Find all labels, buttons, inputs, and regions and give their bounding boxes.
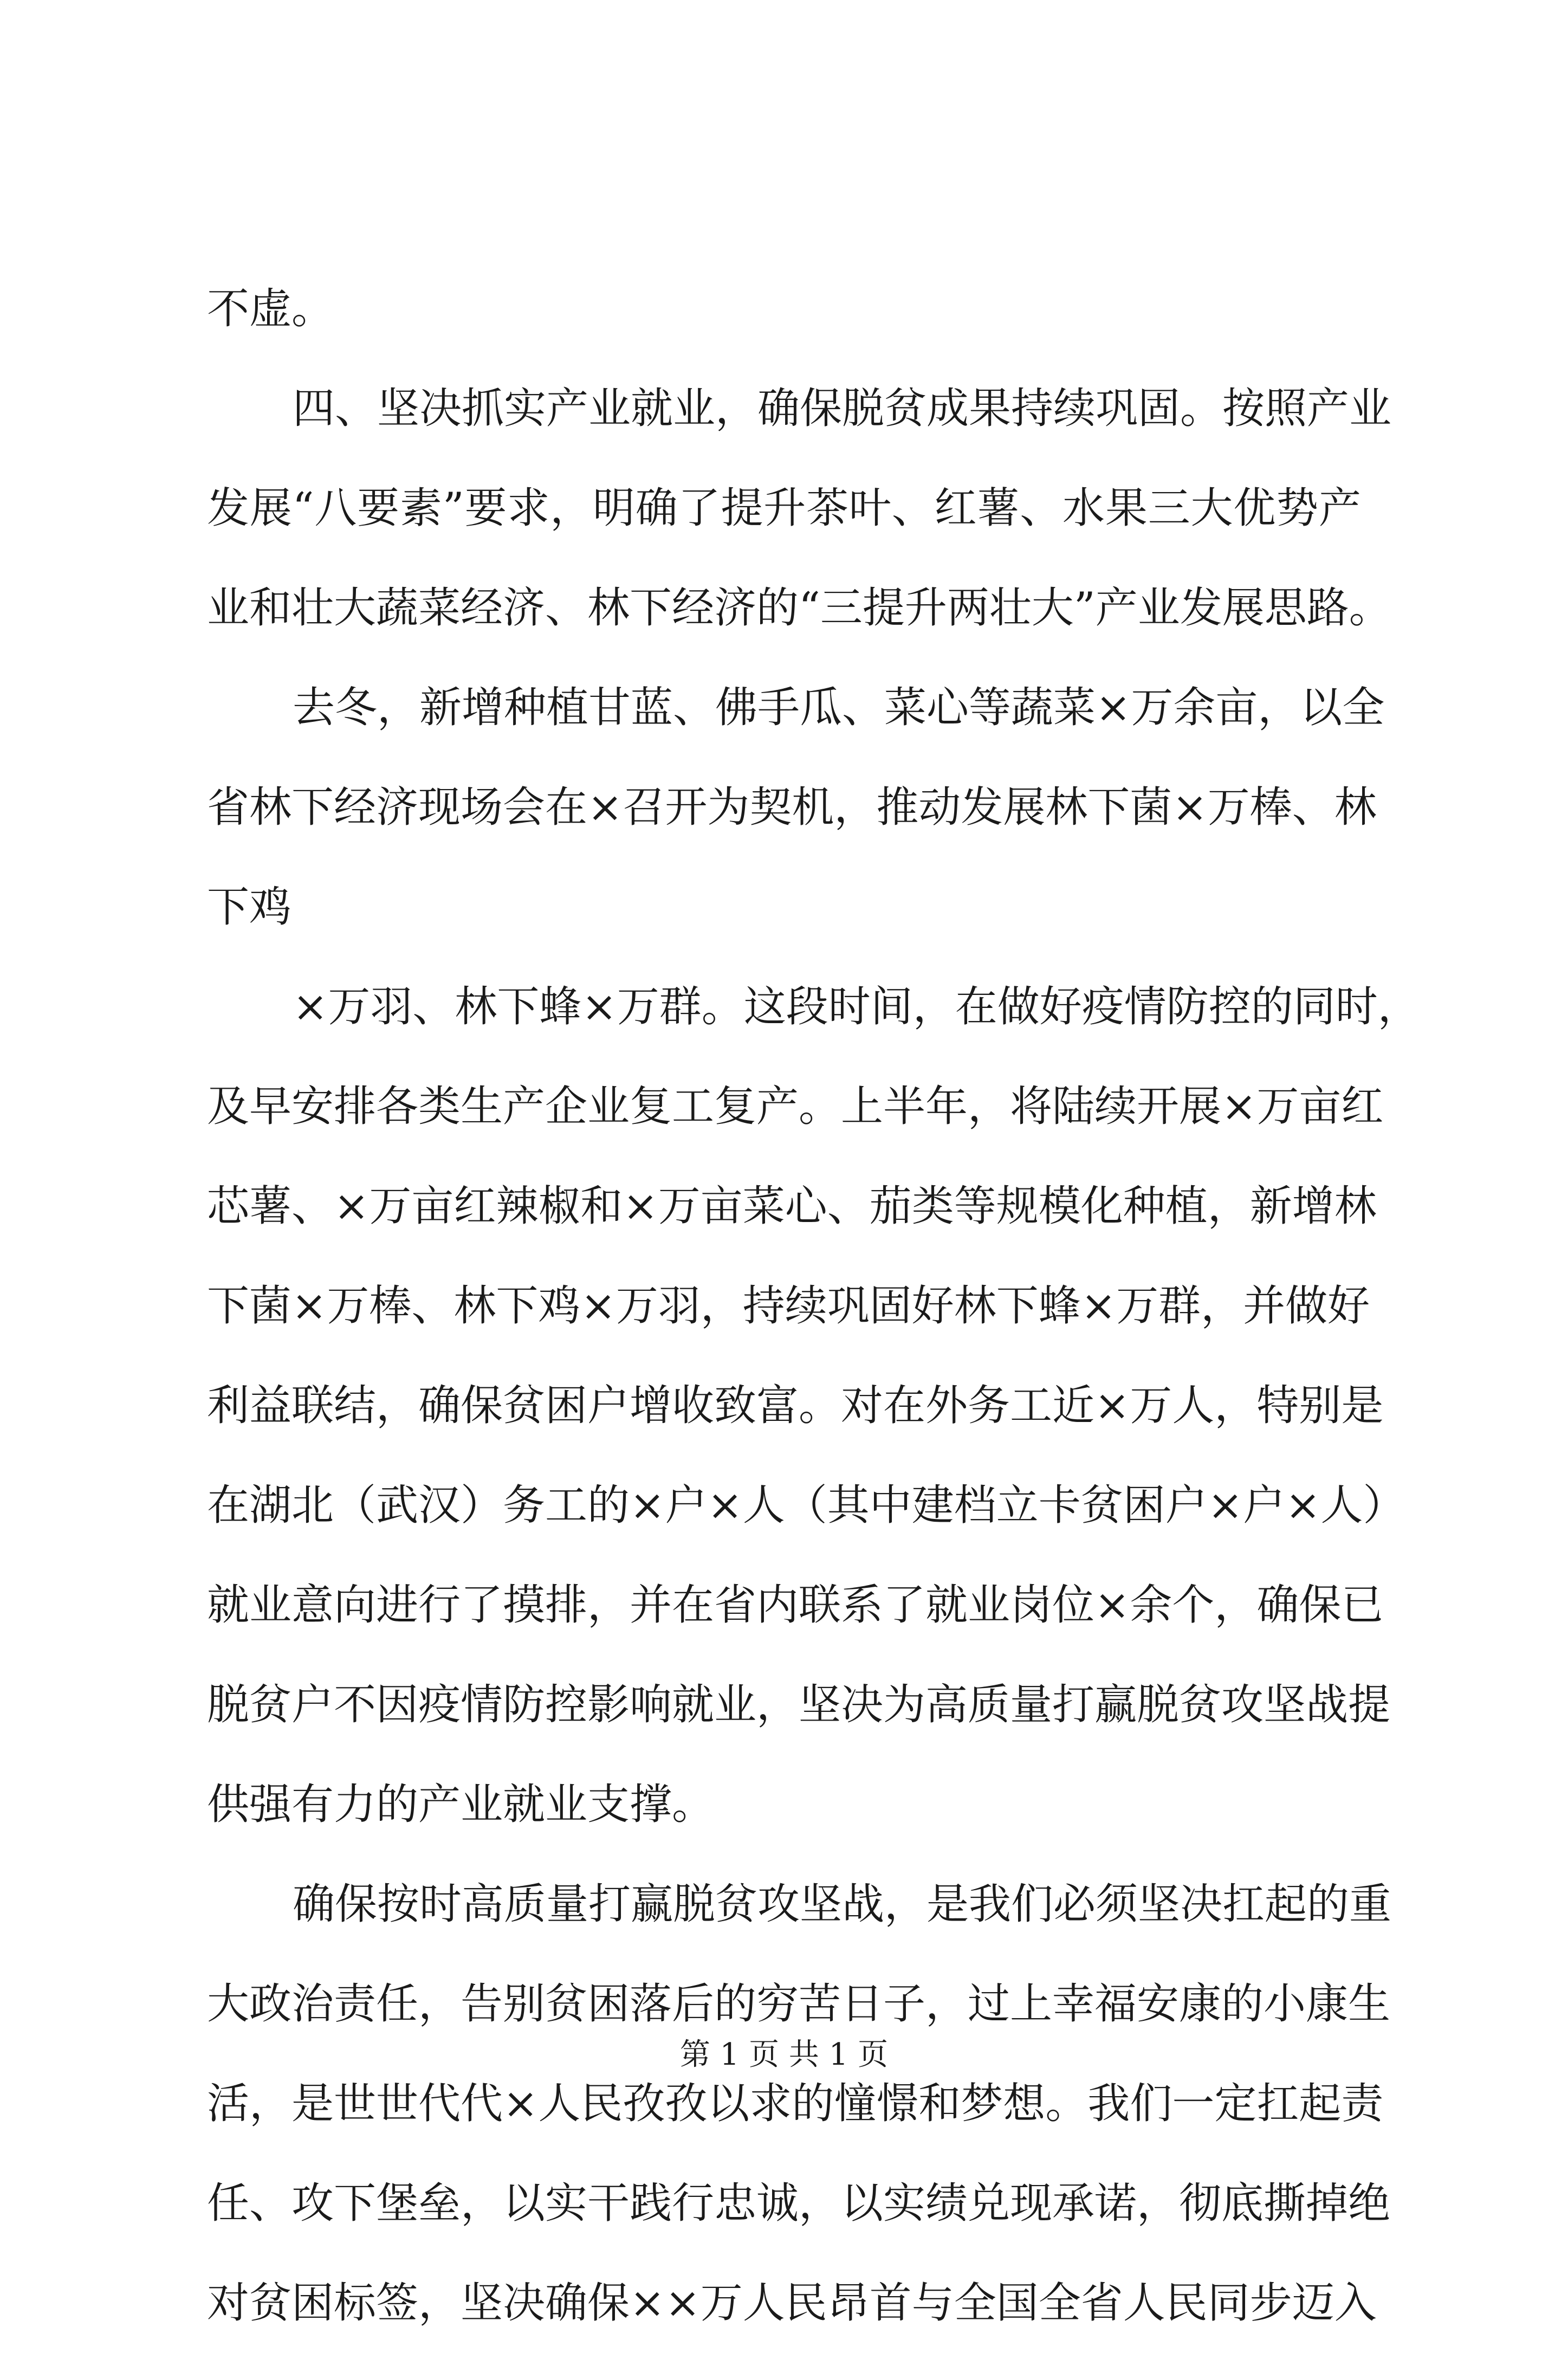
text-line: 芯薯、×万亩红辣椒和×万亩菜心、茄类等规模化种植，新增林 bbox=[207, 1182, 1377, 1231]
text-line: 对贫困标签，坚决确保××万人民昂首与全国全省人民同步迈入 bbox=[207, 2279, 1377, 2328]
text-line: 供强有力的产业就业支撑。 bbox=[207, 1780, 715, 1829]
text-line: 省林下经济现场会在×召开为契机，推动发展林下菌×万棒、林 bbox=[207, 783, 1377, 832]
text-line: 及早安排各类生产企业复工复产。上半年，将陆续开展×万亩红 bbox=[207, 1082, 1384, 1131]
text-line: 发展“八要素”要求，明确了提升茶叶、红薯、水果三大优势产 bbox=[207, 484, 1361, 533]
page-number-footer: 第 1 页 共 1 页 bbox=[679, 2037, 889, 2072]
text-line: 确保按时高质量打赢脱贫攻坚战，是我们必须坚决扛起的重 bbox=[293, 1880, 1392, 1929]
text-line: ×万羽、林下蜂×万群。这段时间，在做好疫情防控的同时， bbox=[293, 982, 1420, 1031]
text-line: 不虚。 bbox=[207, 285, 334, 333]
text-line: 下菌×万棒、林下鸡×万羽，持续巩固好林下蜂×万群，并做好 bbox=[207, 1282, 1370, 1330]
text-line: 脱贫户不因疫情防控影响就业，坚决为高质量打赢脱贫攻坚战提 bbox=[207, 1680, 1391, 1729]
text-line: 去冬，新增种植甘蓝、佛手瓜、菜心等蔬菜×万余亩，以全 bbox=[293, 683, 1385, 732]
text-line: 就业意向进行了摸排，并在省内联系了就业岗位×余个，确保已 bbox=[207, 1581, 1384, 1630]
text-line: 四、坚决抓实产业就业，确保脱贫成果持续巩固。按照产业 bbox=[293, 384, 1392, 433]
text-line: 活，是世世代代×人民孜孜以求的憧憬和梦想。我们一定扛起责 bbox=[207, 2079, 1384, 2128]
text-line: 任、攻下堡垒，以实干践行忠诚，以实绩兑现承诺，彻底撕掉绝 bbox=[207, 2179, 1391, 2228]
text-line: 在湖北（武汉）务工的×户×人（其中建档立卡贫困户×户×人） bbox=[207, 1481, 1405, 1530]
text-line: 下鸡 bbox=[207, 883, 292, 932]
text-line: 大政治责任，告别贫困落后的穷苦日子，过上幸福安康的小康生 bbox=[207, 1980, 1391, 2028]
text-line: 业和壮大蔬菜经济、林下经济的“三提升两壮大”产业发展思路。 bbox=[207, 584, 1391, 632]
text-line: 利益联结，确保贫困户增收致富。对在外务工近×万人，特别是 bbox=[207, 1381, 1384, 1430]
